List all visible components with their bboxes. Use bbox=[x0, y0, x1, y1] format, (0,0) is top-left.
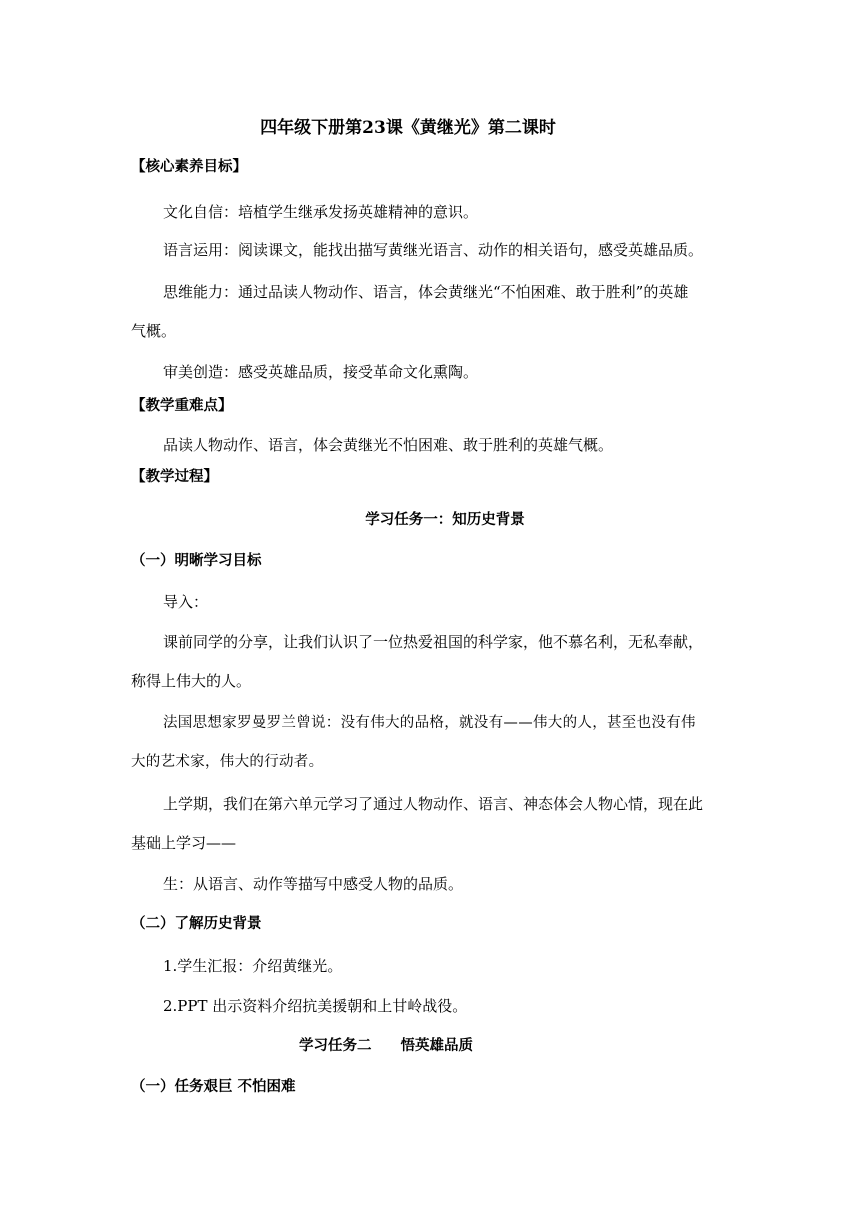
process-heading: 【教学过程】 bbox=[131, 469, 218, 485]
intro-paragraph-2-cont: 大的艺术家，伟大的行动者。 bbox=[131, 754, 324, 770]
intro-paragraph-2: 法国思想家罗曼罗兰曾说：没有伟大的品格，就没有——伟大的人，甚至也没有伟 bbox=[163, 715, 696, 731]
task1-subheading-goals: （一）明晰学习目标 bbox=[131, 553, 262, 569]
core-goals-heading: 【核心素养目标】 bbox=[131, 159, 247, 175]
task1-heading: 学习任务一：知历史背景 bbox=[365, 512, 525, 528]
task2-subheading: （一）任务艰巨 不怕困难 bbox=[131, 1079, 296, 1095]
goal-language-use: 语言运用：阅读课文，能找出描写黄继光语言、动作的相关语句，感受英雄品质。 bbox=[163, 241, 704, 259]
intro-paragraph-3: 上学期，我们在第六单元学习了通过人物动作、语言、神态体会人物心情，现在此 bbox=[163, 795, 704, 813]
task1-subheading-background: （二）了解历史背景 bbox=[131, 916, 262, 932]
intro-paragraph-1: 课前同学的分享，让我们认识了一位热爱祖国的科学家，他不慕名利，无私奉献， bbox=[163, 633, 704, 651]
intro-paragraph-3-cont: 基础上学习—— bbox=[131, 834, 237, 852]
intro-paragraph-1-cont: 称得上伟大的人。 bbox=[131, 672, 252, 690]
task2-heading: 学习任务二 悟英雄品质 bbox=[299, 1038, 473, 1054]
goal-thinking-ability-cont: 气概。 bbox=[131, 322, 177, 340]
page-title: 四年级下册第23课《黄继光》第二课时 bbox=[260, 118, 556, 138]
key-points-heading: 【教学重难点】 bbox=[131, 398, 233, 414]
key-points-text: 品读人物动作、语言，体会黄继光不怕困难、敢于胜利的英雄气概。 bbox=[163, 436, 614, 454]
list-item: 1.学生汇报：介绍黄继光。 bbox=[163, 957, 343, 975]
list-item: 2.PPT 出示资料介绍抗美援朝和上甘岭战役。 bbox=[163, 997, 468, 1015]
goal-aesthetic-creation: 审美创造：感受英雄品质，接受革命文化熏陶。 bbox=[163, 363, 479, 381]
goal-cultural-confidence: 文化自信：培植学生继承发扬英雄精神的意识。 bbox=[163, 203, 479, 221]
intro-label: 导入： bbox=[163, 593, 209, 611]
goal-thinking-ability: 思维能力：通过品读人物动作、语言，体会黄继光“不怕困难、敢于胜利”的英雄 bbox=[163, 283, 689, 301]
intro-paragraph-4: 生：从语言、动作等描写中感受人物的品质。 bbox=[163, 875, 464, 893]
